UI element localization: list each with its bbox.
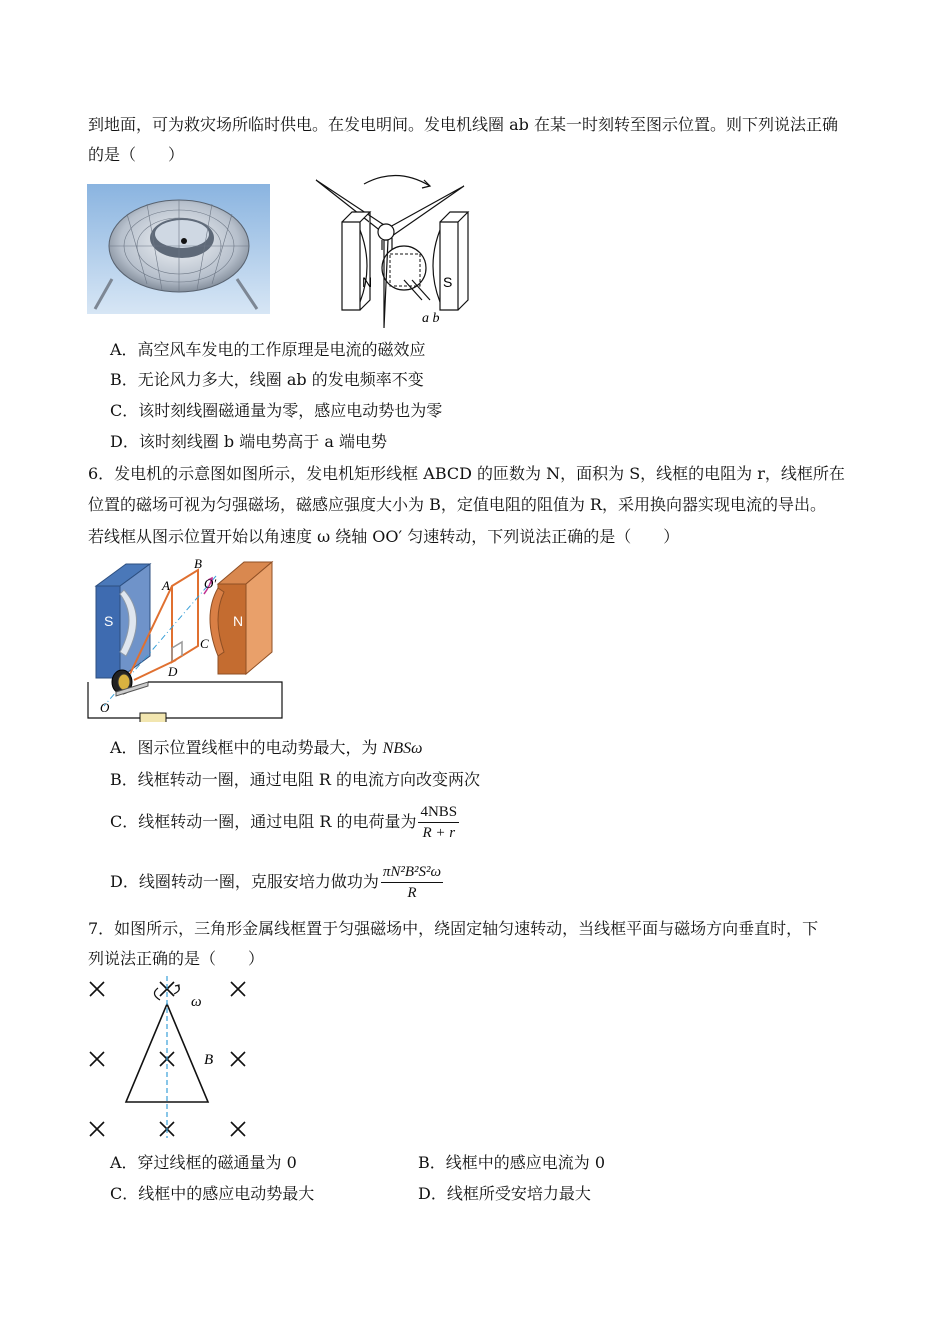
q6-fig-label-o2: O′: [204, 576, 217, 591]
airborne-turbine-photo: [87, 184, 270, 314]
q6-stem-line2: 位置的磁场可视为匀强磁场，磁感应强度大小为 B，定值电阻的阻值为 R，采用换向器实现电流的导出。: [88, 495, 826, 514]
q6-option-d-text: D．线圈转动一圈，克服安培力做功为: [110, 872, 379, 891]
q7-option-c: C．线框中的感应电动势最大: [110, 1184, 315, 1203]
q6-option-c-text: C．线框转动一圈，通过电阻 R 的电荷量为: [110, 812, 417, 831]
q6-fig-label-d: D: [168, 664, 178, 679]
q5-option-c: C．该时刻线圈磁通量为零，感应电动势也为零: [110, 401, 443, 420]
q6-generator-diagram: [86, 556, 286, 722]
q5-fig-label-s: S: [443, 274, 453, 290]
q7-fig-label-omega: ω: [191, 994, 202, 1010]
q7-option-d: D．线框所受安培力最大: [418, 1184, 591, 1203]
q6-fig-label-s: S: [104, 613, 114, 629]
q6-stem-line1: 6．发电机的示意图如图所示，发电机矩形线框 ABCD 的匝数为 N，面积为 S，线框的电阻为 r，线框所在: [88, 464, 845, 483]
q6-fig-label-n: N: [233, 613, 244, 629]
q6-option-a-expr: NBSω: [382, 740, 423, 757]
q7-option-a: A．穿过线框的磁通量为 0: [110, 1153, 297, 1172]
q6-option-d: [110, 860, 445, 904]
q6-option-a-text: A．图示位置线框中的电动势最大，为: [110, 738, 383, 757]
q6-option-c-denominator: R + r: [422, 824, 456, 841]
q5-stem-line1: 到地面，可为救灾场所临时供电。在发电明间。发电机线圈 ab 在某一时刻转至图示位置。则下列说法正确: [88, 115, 838, 134]
q6-option-d-numerator: πN²B²S²ω: [381, 862, 443, 883]
q6-option-b: B．线框转动一圈，通过电阻 R 的电流方向改变两次: [110, 770, 480, 789]
q6-option-c-numerator: 4NBS: [418, 802, 459, 823]
q7-stem-line1: 7．如图所示，三角形金属线框置于匀强磁场中，绕固定轴匀速转动，当线框平面与磁场方向垂直时，下: [88, 919, 819, 938]
q5-option-d: D．该时刻线圈 b 端电势高于 a 端电势: [110, 432, 387, 451]
q5-option-b: B．无论风力多大，线圈 ab 的发电频率不变: [110, 370, 424, 389]
q6-option-d-denominator: R: [407, 884, 417, 901]
q5-fig-label-ab: a b: [422, 311, 440, 326]
q6-fig-label-a: A: [162, 578, 170, 593]
q6-stem-line3: 若线框从图示位置开始以角速度 ω 绕轴 OO′ 匀速转动，下列说法正确的是（ ）: [88, 527, 680, 546]
q5-generator-diagram: [312, 170, 482, 330]
q5-option-a: A．高空风车发电的工作原理是电流的磁效应: [110, 340, 426, 359]
q7-triangle-field-diagram: [86, 976, 256, 1146]
q6-option-c: [110, 800, 461, 844]
q7-stem-line2: 列说法正确的是（ ）: [88, 949, 265, 968]
q6-option-d-fraction: [381, 862, 443, 903]
q7-fig-label-b: B: [204, 1052, 214, 1068]
q6-option-c-fraction: [418, 802, 459, 843]
q5-fig-label-n: N: [362, 274, 373, 290]
q6-fig-label-c: C: [200, 636, 209, 651]
q6-fig-label-o: O: [100, 700, 110, 715]
q6-option-a: [110, 738, 422, 759]
q7-option-b: B．线框中的感应电流为 0: [418, 1153, 606, 1172]
q5-stem-line2: 的是（ ）: [88, 145, 185, 164]
q6-fig-label-b: B: [194, 556, 202, 571]
